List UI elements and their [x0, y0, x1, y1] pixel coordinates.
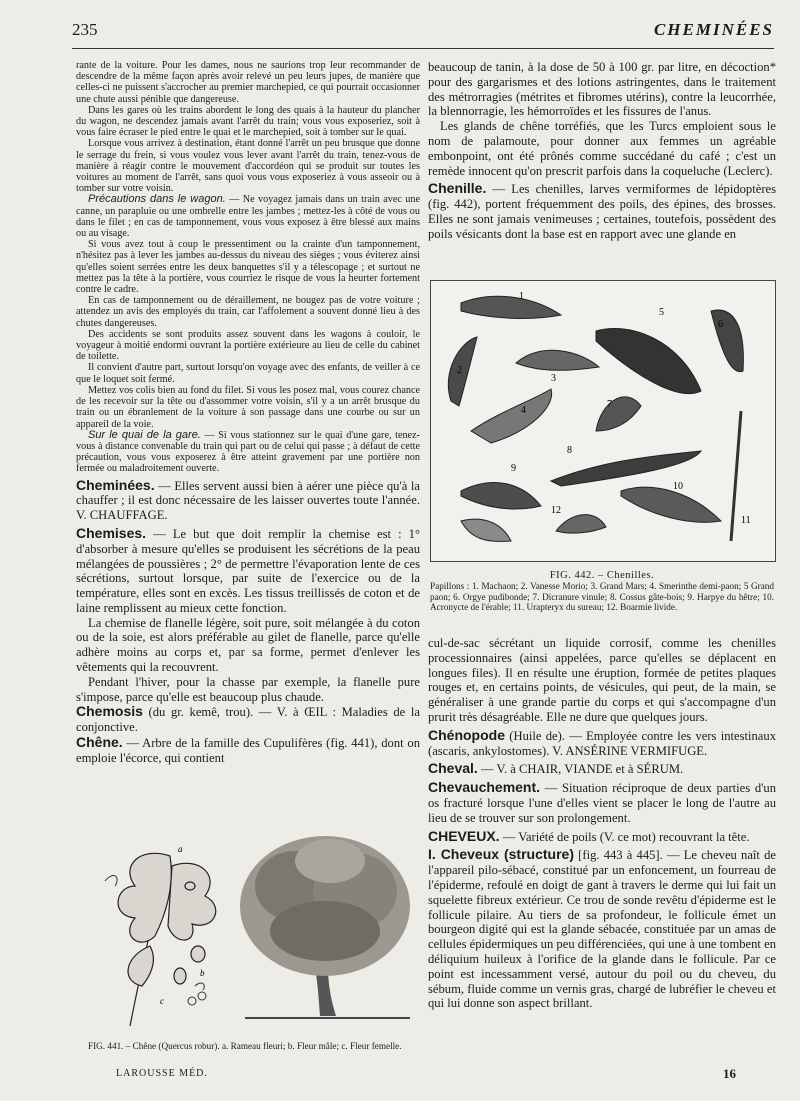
entry-chene [76, 735, 420, 766]
figure-442-title: FIG. 442. – Chenilles. [549, 570, 655, 581]
headword: Chevauchement. [428, 779, 541, 796]
entry-chevauchement [428, 780, 776, 825]
footer-publisher: LAROUSSE MÉD. [116, 1068, 208, 1079]
entry-cheval [428, 761, 776, 777]
paragraph: Il convient d'autre part, surtout lorsqu'on voyage avec des enfants, de veiller à ce que le loquet soit fermé. [76, 362, 420, 385]
entry-chemises [76, 526, 420, 616]
paragraph: Dans les gares où les trains abordent le long des quais à la hauteur du plancher du wagon, ne descendez jamais avant l'arrêt du train; vous vous exposeriez, soit à vous faire écraser le pied entre le quai et le marchepied, soit à tomber sur le quai. [76, 104, 420, 139]
paragraph: cul-de-sac sécrétant un liquide corrosif, comme les chenilles processionnaires (ainsi appelées, parce qu'elles se déplacent en longues files). Il en résulte une éruption, formée de petites plaques rouges et, en certains points, de vésicules, qui peut, de la main, se généraliser à une grande partie du corps et qui s'accompagne d'un prurit très désagréable. Elle ne dure que quelques jours. [428, 636, 776, 724]
page-number: 235 [72, 20, 98, 39]
paragraph: Si vous avez tout à coup le pressentiment ou la crainte d'un tamponnement, n'hésitez pas à lever les jambes au-dessus du niveau des sièges ; vous éviterez ainsi qu'elles soient serrées entre les deux banquettes s'il y a télescopage ; et surtout ne mettez pas la tête à la portière, vous courriez le risque de vous la heurter fortement contre le cadre. [76, 239, 420, 296]
paragraph [76, 430, 420, 475]
paragraph: La chemise de flanelle légère, soit pure, soit mélangée à du coton ou de la soie, est alors préférable au gilet de flanelle, parce qu'elle adhère moins au corps et, par sa forme, permet d'enlever les vêtements qui la recouvrent. [76, 615, 420, 675]
fig441-label: b [200, 968, 205, 978]
entry-text: (Huile de). — Employée contre les vers intestinaux (ascaris, ankylostomes). V. ANSÉRINE VERMIFUGE. [428, 728, 776, 758]
entry-cheveux-structure [428, 847, 776, 1011]
entry-text: — Variété de poils (V. ce mot) recouvrant la tête. [499, 829, 750, 844]
entry-text: — Elles servent aussi bien à aérer une pièce qu'à la chauffer ; il est donc nécessaire de les laisser ouvertes toute l'année. V. CHAUFFAGE. [76, 478, 420, 523]
headword: Cheval. [428, 760, 478, 777]
figure-441-oak [80, 826, 420, 1051]
paragraph: Mettez vos colis bien au fond du filet. Si vous les posez mal, vous courez chance de les recevoir sur la tête ou d'assommer votre voisin, s'il y a un arrêt brusque du train ou un ébranlement de la voiture à son passage dans une courbe ou sur un appareil de la voie. [76, 384, 420, 430]
fig442-label: 4 [521, 405, 526, 416]
fig442-label: 9 [511, 463, 516, 474]
entry-text: — Le but que doit remplir la chemise est : 1° d'absorber à mesure qu'elles se produisent les sécrétions de la peau mélangées de poussières ; 2° de permettre l'évaporation lente de ces sécrétions, surtout lorsque, par suite de l'exercice ou de la température, elles sont en excès. Les tissus treillissés de coton et de laine remplissent au mieux cette fonction. [76, 526, 420, 615]
oak-tree-drawing [240, 836, 410, 1018]
footer-signature: 16 [723, 1066, 736, 1081]
caterpillars-illustration [431, 281, 775, 561]
fig441-label: c [160, 996, 164, 1006]
headword: Chenille. [428, 180, 487, 197]
paragraph: Lorsque vous arrivez à destination, étant donné l'arrêt un peu brusque que donne le serrage du frein, si vous voulez vous lever avant l'arrêt du train, tenez-vous de manière à réagir contre le mouvement d'accordéon qui se produit sur toutes les voitures au moment de l'arrêt, sans quoi vous vous exposeriez à vous asseoir ou à tomber sur votre voisin. [76, 138, 420, 195]
left-column [76, 60, 420, 766]
paragraph: Pendant l'hiver, pour la chasse par exemple, la flanelle pure s'impose, parce qu'elle est beaucoup plus chaude. [76, 674, 420, 704]
fig442-label: 11 [741, 515, 751, 526]
headword: Chénopode [428, 726, 505, 743]
figure-442-caption-block [430, 566, 774, 613]
subheading: Sur le quai de la gare. [88, 428, 201, 441]
entry-text: — Arbre de la famille des Cupulifères (fig. 441), dont on emploie l'écorce, qui contient [76, 736, 420, 765]
entry-text: — V. à CHAIR, VIANDE et à SÉRUM. [477, 762, 684, 777]
entry-text: — Les chenilles, larves vermiformes de lépidoptères (fig. 442), portent fréquemment des poils, des épines, des brosses. Elles ne sont jamais venimeuses ; certaines, toutefois, possèdent des poils vésicants dont la base est en rapport avec une glande en [428, 182, 776, 241]
fig442-label: 2 [457, 365, 462, 376]
fig442-label: 3 [551, 373, 556, 384]
running-title: CHEMINÉES [653, 20, 774, 39]
entry-text: — Situation réciproque de deux parties d'un os fracturé lorsque l'une d'elles vient se placer le long de l'autre au lieu de se trouver sur son prolongement. [428, 781, 776, 825]
figure-442-caption: Papillons : 1. Machaon; 2. Vanesse Morio; 3. Grand Mars; 4. Smerinthe demi-paon; 5 Grand paon; 6. Orgye pudibonde; 7. Dicranure vinule; 8. Cossus gâte-bois; 9. Harpye du hêtre; 10. Acronycte de l'érable; 11. Urapteryx du sureau; 12. Boarmie livide. [430, 581, 774, 613]
entry-cheveux [428, 829, 776, 845]
entry-chenille [428, 181, 776, 241]
paragraph: En cas de tamponnement ou de déraillement, ne bougez pas de votre voiture ; attendez un avis des employés du train, car l'affolement a souvent donné lieu à des chutes dangereuses. [76, 295, 420, 329]
paragraph [76, 194, 420, 239]
entry-chenopode [428, 728, 776, 759]
entry-chemosis [76, 704, 420, 735]
headword: Chemises. [76, 524, 147, 541]
headword: Chemosis [76, 703, 143, 720]
fig442-label: 1 [519, 291, 524, 302]
headword: Chêne. [76, 734, 123, 751]
fig442-label: 5 [659, 307, 664, 318]
right-column-lower [428, 636, 776, 1011]
paragraph: Les glands de chêne torréfiés, que les Turcs emploient sous le nom de palamoute, pour donner aux femmes un agréable embonpoint, ont été prônés comme succédané du café ; c'est un remède innocent qu'on prescrit parfois dans la coqueluche (Leclerc). [428, 119, 776, 178]
fig441-label: a [178, 844, 183, 854]
entry-text: [fig. 443 à 445]. — Le cheveu naît de l'appareil pilo-sébacé, constitué par un enfoncement, un fourreau de l'épiderme, refoulé en doigt de gant à travers le derme qui lui fait un squelette fibreux extérieur. Ce trou de sonde revêtu d'épiderme est le follicule pilaire. Au tiers de sa profondeur, le follicule émet un bourgeon digité qui est la glande sébacée, constituée par un amas de cellules épidermiques un peu différenciées, qui une à une tombent en déliquium huileux à l'orifice de la glande dans le follicule. Par ce point est incessamment versé, autour du poil ou du cheveu, du sébum, fluide comme un vernis gras, chargé de lubréfier le cheveu et qui lui donne son aspect brillant. [428, 848, 776, 1011]
fig442-label: 8 [567, 445, 572, 456]
paragraph-text: — Ne voyagez jamais dans un train avec une canne, un parapluie ou une ombrelle entre les jambes ; mettez-les à côté de vous ou dans le filet ; en cas de tamponnement, vous vous exposez à être blessé aux mains ou au visage. [76, 194, 420, 240]
entry-text: (du gr. kemê, trou). — V. à ŒIL : Maladies de la conjonctive. [76, 705, 420, 735]
paragraph: rante de la voiture. Pour les dames, nous ne saurions trop leur recommander de descendre de la même façon après avoir relevé un peu leurs jupes, de manière que celles-ci ne puissent s'accrocher au premier marchepied, ce qui pourrait occasionner une chute aussi pénible que dangereuse. [76, 60, 420, 105]
figure-442-caterpillars [430, 280, 776, 562]
entry-cheminees [76, 478, 420, 523]
headword: Cheminées. [76, 476, 155, 493]
fig442-label: 10 [673, 481, 683, 492]
figure-441-caption: FIG. 441. – Chêne (Quercus robur). a. Rameau fleuri; b. Fleur mâle; c. Fleur femelle. [88, 1041, 402, 1051]
paragraph-text: — Si vous stationnez sur le quai d'une gare, tenez-vous à distance convenable du train qui part ou de celui qui passe ; à défaut de cette précaution, vous vous exposerez à être atteint gravement par une portière non fermée ou maladroitement ouverte. [76, 429, 420, 475]
fig442-label: 12 [551, 505, 561, 516]
paragraph: Des accidents se sont produits assez souvent dans les wagons à couloir, le voyageur à moitié endormi ouvrant la portière extérieure au lieu de celle du cabinet de toilette. [76, 328, 420, 363]
paragraph: beaucoup de tanin, à la dose de 50 à 100 gr. par litre, en décoction* pour des gargarismes et des lotions astringentes, dans le traitement des métrorragies (métrites et fibromes utérins), contre la leucorrhée, la blennorragie, les hémorroïdes et les fissures de l'anus. [428, 60, 776, 119]
fig442-label: 6 [718, 319, 723, 330]
oak-illustration [80, 826, 420, 1034]
caterpillar-drawings [448, 296, 743, 541]
header-rule [72, 48, 774, 49]
fig442-label: 7 [607, 399, 612, 410]
subheading: Précautions dans le wagon. [88, 193, 226, 206]
right-column [428, 60, 776, 242]
headword: CHEVEUX. [428, 827, 500, 844]
headword: I. Cheveux (structure) [428, 846, 574, 863]
